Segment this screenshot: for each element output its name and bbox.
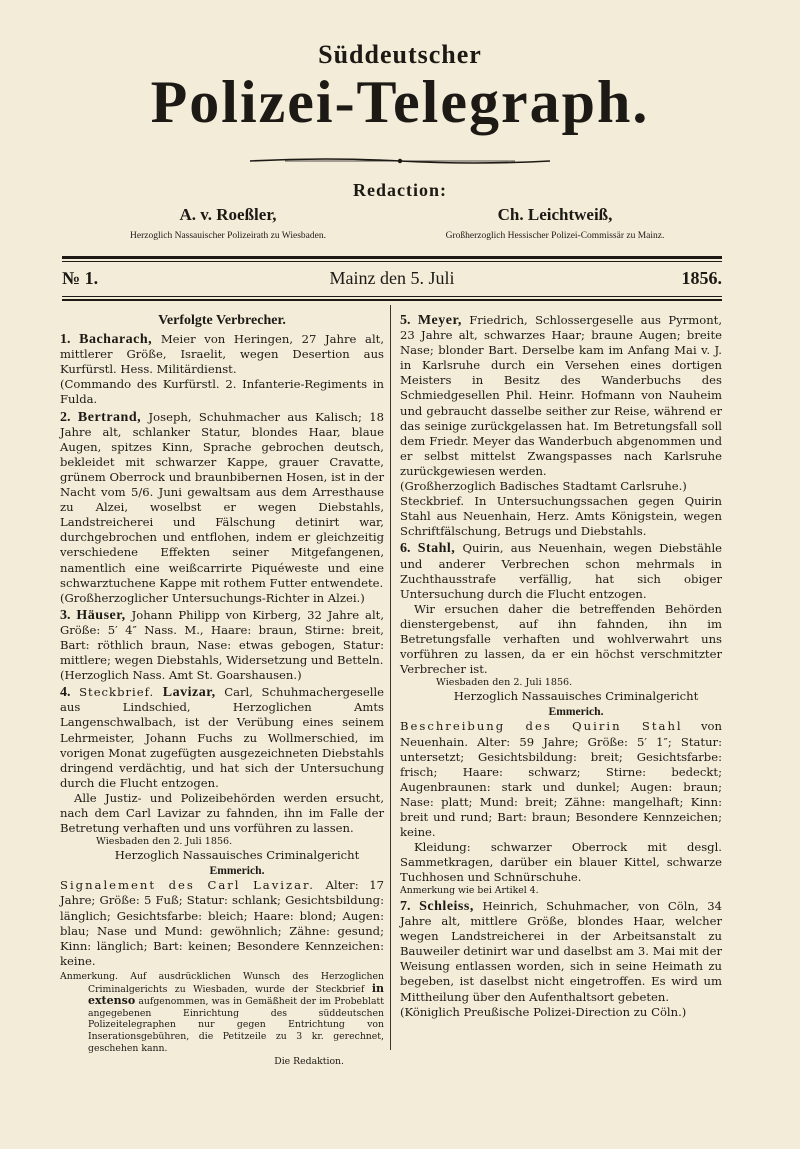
entry-name: Häuser, (76, 607, 126, 623)
entry-court: Herzoglich Nassauisches Criminalgericht (114, 848, 360, 863)
entry-text: Friedrich, Schlossergeselle aus Pyrmont, 23 Jahre alt, schwarzes Haar; braune Augen; breite Nase; blonder Bart. Derselbe kam im Anfang Mai v. J. in Karlsruhe durch ein Versehen eines dortigen Meisters in Besitz des Wanderbuchs des Schmiedgesellen Phil. Heinr. Hofmann von Nauheim und gebraucht dasselbe seither zur Reise, während er das seinige zurückgelassen hat. Im Betretungsfall soll dem Friedr. Meyer das Wanderbuch abgenommen und er selbst mittelst Zwangspasses nach Karlsruhe zurückgewiesen werden. (400, 313, 723, 478)
note-label: Anmerkung. (60, 970, 118, 982)
entry-authority: (Großherzoglicher Untersuchungs-Richter in Alzei.) (60, 590, 365, 605)
issue-place-date: Mainz den 5. Juli (329, 268, 455, 288)
entry-text: Quirin, aus Neuenhain, wegen Diebstähle und anderer Verbrechen schon mehrmals in Zuchthausstrafe verfällig, hat sich obiger Untersuchung durch die Flucht entzogen. (400, 541, 723, 601)
entry-name: Bacharach, (79, 332, 153, 348)
masthead-title: Polizei-Telegraph. (150, 69, 650, 135)
entry-2 (60, 410, 384, 606)
note-text: aufgenommen, was in Gemäßheit der im Probeblatt angegebenen Einrichtung des süddeutschen Polizeitelegraphen nur gegen Entrichtung von Inserationsgebühren, die Petitzeile zu 3 kr. gerechnet, geschehen kann. (88, 996, 384, 1054)
entry-number: 5. (400, 313, 411, 328)
editorial-note (60, 971, 384, 1054)
entry-addendum: Steckbrief. In Untersuchungssachen gegen Quirin Stahl aus Neuenhain, Herz. Amts Königstein, wegen Schriftfälschung, Betrugs und Diebstahls. (400, 494, 722, 539)
entry-number: 4. (60, 685, 71, 701)
entry-text: Joseph, Schuhmacher aus Kalisch; 18 Jahre alt, schlanker Statur, blondes Haar, blaue Augen, spitzes Kinn, Sprache gebrochen deutsch, bekleidet mit schwarzer Kappe, grauer Cravatte, grünem Oberrock und braunbibernen Hosen, ist in der Nacht vom 5/6. Juni gewaltsam aus dem Arresthause zu Alzei, woselbst er wegen Diebstahls, Landstreicherei und Fälschung detinirt war, durchgebrochen und entflohen, indem er gleichzeitig verschiedene Effekten seiner Mitgefangenen, namentlich eine weißcarrirte Piquéweste und eine schwarztuchene Kappe mit rothem Futter entwendete. (60, 409, 385, 590)
note-bold: in extenso (88, 981, 384, 1008)
entry-number: 1. (60, 332, 71, 348)
editor-title: Großherzoglich Hessischer Polizei-Commissär zu Mainz. (445, 231, 665, 241)
masthead-overline: Süddeutscher (318, 40, 482, 69)
signalement-head: Signalement des Carl Lavizar. (60, 878, 315, 893)
entry-name: Lavizar, (162, 685, 216, 701)
entry-request: Alle Justiz- und Polizeibehörden werden ersucht, nach dem Carl Lavizar zu fahnden, ihn im Falle der Betretung verhaften und uns vorführen zu lassen. (60, 790, 384, 836)
entry-request: Wir ersuchen daher die betreffenden Behörden dienstergebenst, auf ihn fahnden, ihn im Betretungsfalle verhaften und wohlverwahrt uns vorführen zu lassen, da er ein höchst verschmitzter Verbrecher ist. (400, 601, 722, 677)
issue-year: 1856. (681, 268, 722, 288)
entry-name: Stahl, (417, 541, 456, 557)
entry-4 (60, 685, 384, 969)
note-text: Auf ausdrücklichen Wunsch des Herzoglichen Criminalgerichts zu Wiesbaden, wurde der Steckbrief (88, 970, 384, 995)
section-title: Verfolgte Verbrecher. (158, 313, 286, 328)
editor-name: Ch. Leichtweiß, (497, 205, 613, 224)
issue-rule-thin (62, 296, 722, 297)
header-rule-thin (62, 261, 722, 262)
entry-lead: Steckbrief. (79, 685, 155, 700)
signalement-text: Alter: 17 Jahre; Größe: 5 Fuß; Statur: schlank; Gesichtsbildung: länglich; Gesichtsfarbe: bleich; Haare: blond; Augen: blau; Nase und Mund: gewöhnlich; Zähne: gesund; Kinn: länglich; Bart: keinen; Besondere Kennzeichen: keine. (60, 878, 384, 968)
note-signature: Die Redaktion. (274, 1056, 344, 1068)
entry-note: Anmerkung wie bei Artikel 4. (400, 885, 539, 897)
left-column (60, 313, 384, 1069)
description-head: Beschreibung des Quirin Stahl (400, 719, 683, 734)
entry-text: Carl, Schuhmachergeselle aus Lindschied, Herzoglichen Amts Langenschwalbach, ist der Verübung eines seinem Lehrmeister, Johann Fuchs zu Wollmerschied, im vorigen Monat zugefügten ausgezeichneten Diebstahls dringend verdächtig, und hat sich der Untersuchung durch die Flucht entzogen. (60, 685, 385, 790)
entry-signer: Emmerich. (548, 705, 604, 719)
ornament-rule (245, 156, 555, 166)
right-column (400, 313, 722, 1022)
entry-name: Meyer, (417, 313, 462, 328)
issue-line (62, 268, 722, 294)
entry-5 (400, 313, 722, 539)
entry-name: Bertrand, (77, 409, 142, 425)
clothing-text: Kleidung: schwarzer Oberrock mit desgl. Sammetkragen, darüber ein blauer Kittel, schwarze Tuchhosen und Schnürschuhe. (400, 840, 722, 885)
entry-text: Meier von Heringen, 27 Jahre alt, mittlerer Größe, Israelit, wegen Desertion aus Kurfürstl. Hess. Militärdienst. (60, 332, 385, 377)
entry-signer: Emmerich. (209, 864, 265, 878)
header-rule-thick (62, 256, 722, 259)
editor-block (385, 205, 725, 241)
entry-text: Johann Philipp von Kirberg, 32 Jahre alt, Größe: 5′ 4″ Nass. M., Haare: braun, Stirne: breit, Bart: röthlich braun, Nase: etwas gebogen, Statur: mittlere; wegen Diebstahls, Widersetzung und Betteln. (60, 607, 385, 668)
entry-court: Herzoglich Nassauisches Criminalgericht (453, 689, 699, 704)
entry-3 (60, 608, 384, 683)
entry-dateline: Wiesbaden den 2. Juli 1856. (96, 836, 233, 848)
editor-block (58, 205, 398, 241)
entry-number: 3. (60, 607, 71, 623)
entry-dateline: Wiesbaden den 2. Juli 1856. (436, 677, 573, 689)
entry-authority: (Commando des Kurfürstl. 2. Infanterie-Regiments in Fulda. (60, 377, 384, 407)
entry-6 (400, 541, 722, 897)
editor-name: A. v. Roeßler, (179, 205, 277, 224)
entry-number: 6. (400, 541, 411, 557)
entry-1 (60, 332, 384, 407)
entry-name: Schleiss, (419, 898, 474, 914)
description-text: von Neuenhain. Alter: 59 Jahre; Größe: 5′ 1″; Statur: untersetzt; Gesichtsbildung: breit; Gesichtsfarbe: frisch; Haare: schwarz; Stirne: bedeckt; Augenbraunen: stark und dunkel; Augen: braun; Nase: platt; Mund: breit; Zähne: mangelhaft; Kinn: breit und rund; Bart: braun; Besondere Kennzeichen; keine. (400, 719, 722, 840)
entry-text: Heinrich, Schuhmacher, von Cöln, 34 Jahre alt, mittlere Größe, blondes Haar, welcher wegen Landstreicherei in der Arbeitsanstalt zu Bauweiler detinirt war und daselbst am 3. Mai mit der Weisung entlassen worden, sich in seine Heimath zu begeben, ist daselbst nicht eingetroffen. Es wird um Mittheilung über den Aufenthaltsort gebeten. (400, 898, 723, 1004)
entry-number: 7. (400, 898, 411, 914)
entry-authority: (Königlich Preußische Polizei-Direction zu Cöln.) (400, 1004, 687, 1019)
entry-number: 2. (60, 409, 71, 425)
editor-title: Herzoglich Nassauischer Polizeirath zu Wiesbaden. (130, 231, 326, 241)
issue-number: № 1. (62, 268, 99, 288)
entry-authority: (Großherzoglich Badisches Stadtamt Carlsruhe.) (400, 479, 687, 494)
redaction-label: Redaction: (353, 180, 447, 200)
issue-rule-thick (62, 299, 722, 301)
column-separator (390, 305, 391, 1050)
entry-authority: (Herzoglich Nass. Amt St. Goarshausen.) (60, 668, 302, 683)
entry-7 (400, 899, 722, 1020)
